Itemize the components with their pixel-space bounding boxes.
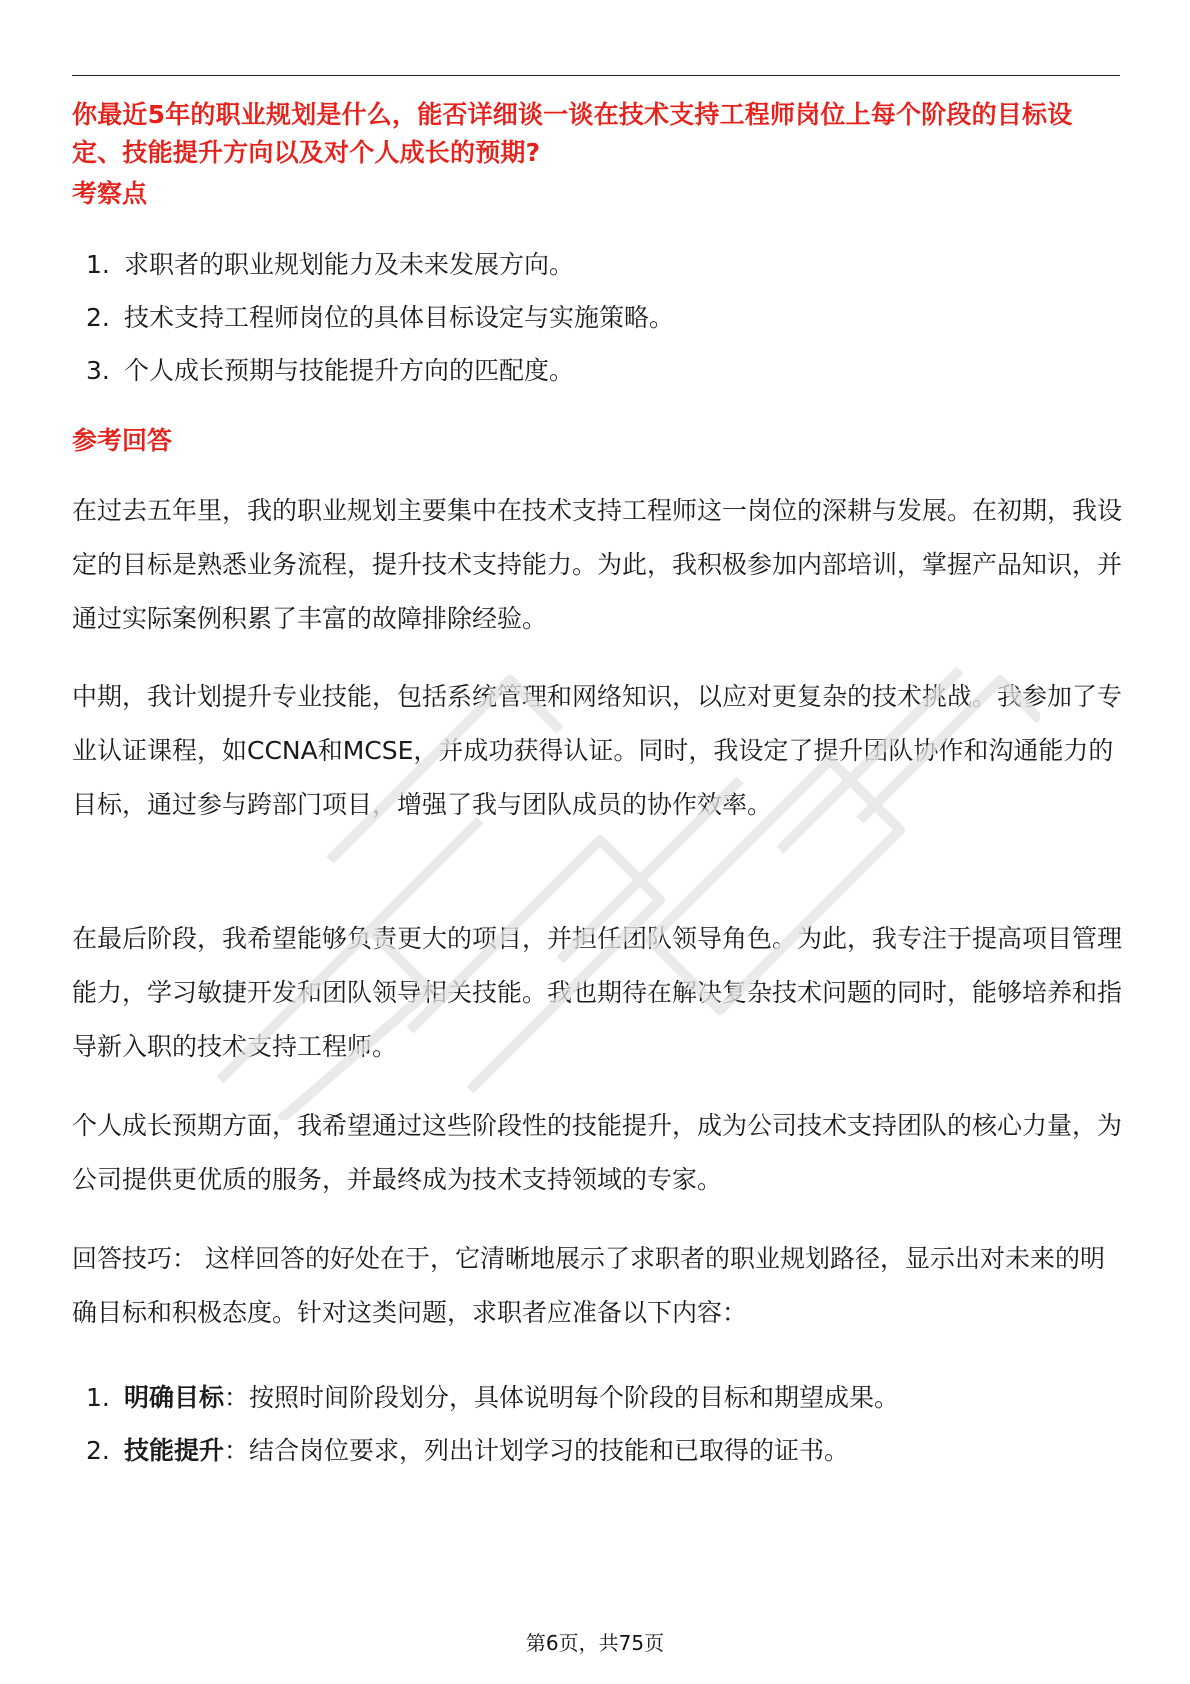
list-item — [72, 247, 1120, 283]
tip-text: ：按照时间阶段划分，具体说明每个阶段的目标和期望成果。 — [224, 1383, 900, 1412]
list-number: 3. — [86, 356, 110, 385]
question-title: 你最近5年的职业规划是什么，能否详细谈一谈在技术支持工程师岗位上每个阶段的目标设定、技能提升方向以及对个人成长的预期? — [72, 100, 1073, 167]
top-rule — [72, 75, 1120, 76]
list-number: 2. — [86, 1436, 110, 1465]
list-text: 技术支持工程师岗位的具体目标设定与实施策略。 — [124, 303, 675, 332]
list-item — [72, 1433, 1120, 1469]
reference-answer-heading: 参考回答 — [72, 426, 173, 455]
answer-paragraph: 在最后阶段，我希望能够负责更大的项目，并担任团队领导角色。为此，我专注于提高项目管理能力，学习敏捷开发和团队领导相关技能。我也期待在解决复杂技术问题的同时，能够培养和指导新入职的技术支持工程师。 — [72, 924, 1123, 1061]
tip-label: 明确目标 — [124, 1383, 225, 1412]
list-item — [72, 300, 1120, 336]
list-text: 个人成长预期与技能提升方向的匹配度。 — [124, 356, 575, 385]
examination-points-heading: 考察点 — [72, 179, 148, 208]
tips-list — [72, 1380, 1120, 1469]
list-number: 2. — [86, 303, 110, 332]
answer-paragraph: 在过去五年里，我的职业规划主要集中在技术支持工程师这一岗位的深耕与发展。在初期，我设定的目标是熟悉业务流程，提升技术支持能力。为此，我积极参加内部培训，掌握产品知识，并通过实际案例积累了丰富的故障排除经验。 — [72, 496, 1123, 633]
list-text: 求职者的职业规划能力及未来发展方向。 — [124, 250, 575, 279]
tip-label: 技能提升 — [124, 1436, 225, 1465]
list-item — [72, 353, 1120, 389]
list-number: 1. — [86, 1383, 110, 1412]
answer-paragraph: 中期，我计划提升专业技能，包括系统管理和网络知识，以应对更复杂的技术挑战。我参加了专业认证课程，如CCNA和MCSE，并成功获得认证。同时，我设定了提升团队协作和沟通能力的目标，通过参与跨部门项目，增强了我与团队成员的协作效率。 — [72, 682, 1123, 819]
answer-paragraph: 个人成长预期方面，我希望通过这些阶段性的技能提升，成为公司技术支持团队的核心力量，为公司提供更优质的服务，并最终成为技术支持领域的专家。 — [72, 1111, 1123, 1194]
list-number: 1. — [86, 250, 110, 279]
answer-tips-paragraph: 回答技巧： 这样回答的好处在于，它清晰地展示了求职者的职业规划路径，显示出对未来的明确目标和积极态度。针对这类问题，求职者应准备以下内容： — [72, 1244, 1105, 1327]
page-footer: 第6页，共75页 — [525, 1631, 665, 1655]
tip-text: ：结合岗位要求，列出计划学习的技能和已取得的证书。 — [224, 1436, 850, 1465]
examination-points-list — [72, 247, 1120, 389]
list-item — [72, 1380, 1120, 1416]
